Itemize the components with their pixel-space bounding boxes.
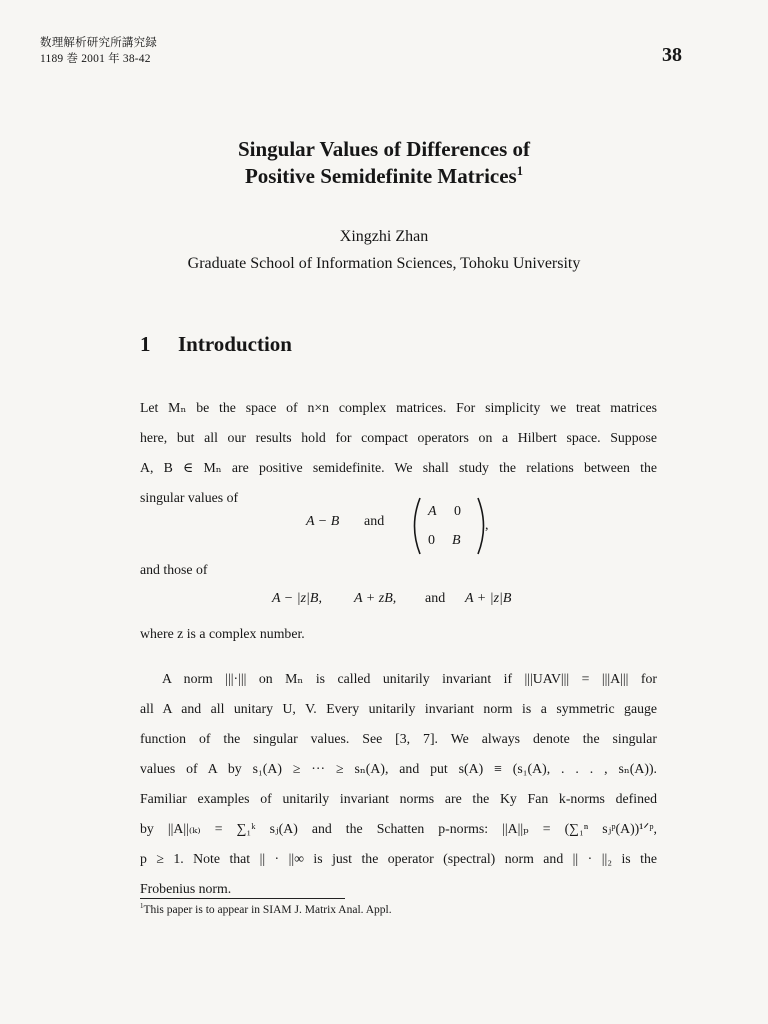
section-number: 1 (140, 332, 151, 356)
author-affiliation: Graduate School of Information Sciences, Tohoku University (187, 255, 581, 272)
intro-paragraph (140, 393, 657, 513)
paper-title-line-2-text: Positive Semidefinite Matrices (244, 164, 517, 188)
norm-paragraph (140, 664, 657, 904)
norm-line-6: by ||A||₍ₖ₎ = ∑₁ᵏ sⱼ(A) and the Schatten p-norms: ||A||ₚ = (∑₁ⁿ sⱼᵖ(A))¹ᐟᵖ, (140, 821, 657, 836)
intro-line-2: here, but all our results hold for compact operators on a Hilbert space. Suppose (140, 430, 657, 445)
volume-info: 1189 巻 2001 年 38-42 (40, 53, 151, 65)
intro-line-3: A, B ∈ Mₙ are positive semidefinite. We shall study the relations between the (140, 460, 657, 475)
matrix-entry-21: 0 (428, 533, 435, 548)
section-title: Introduction (178, 332, 292, 356)
norm-line-2: all A and all unitary U, V. Every unitarily invariant norm is a symmetric gauge (140, 701, 657, 716)
matrix-entry-22: B (452, 533, 461, 548)
norm-line-7: p ≥ 1. Note that || · ||∞ is just the operator (spectral) norm and || · ||₂ is the (140, 851, 657, 866)
matrix-entry-12: 0 (454, 504, 461, 519)
title-footnote-mark: 1 (516, 164, 524, 178)
author-name: Xingzhi Zhan (339, 228, 429, 245)
norm-line-8: Frobenius norm. (140, 881, 232, 896)
display-equation-1 (0, 496, 768, 558)
equation-1-connector: and (364, 514, 385, 529)
footnote (140, 904, 392, 916)
norm-line-3: function of the singular values. See [3, 7]. We always denote the singular (140, 731, 657, 746)
intro-line-1: Let Mₙ be the space of n×n complex matrices. For simplicity we treat matrices (140, 400, 657, 415)
equation-2-term-3: A + |z|B (465, 591, 512, 606)
equation-2-connector: and (425, 591, 446, 606)
equation-2-term-2: A + zB, (354, 591, 397, 606)
footnote-divider (140, 898, 345, 899)
norm-line-4: values of A by s₁(A) ≥ ··· ≥ sₙ(A), and put s(A) ≡ (s₁(A), . . . , sₙ(A)). (140, 761, 657, 776)
norm-line-5: Familiar examples of unitarily invariant norms are the Ky Fan k-norms defined (140, 791, 657, 806)
page-number: 38 (662, 44, 682, 66)
paper-title-line-1: Singular Values of Differences of (237, 137, 531, 161)
series-title: 数理解析研究所講究録 (40, 37, 157, 49)
footnote-text: This paper is to appear in SIAM J. Matrix Anal. Appl. (143, 904, 392, 916)
matrix-entry-11: A (428, 504, 437, 519)
where-text: where z is a complex number. (140, 626, 305, 641)
equation-1-comma: , (485, 518, 489, 533)
equation-2-term-1: A − |z|B, (272, 591, 322, 606)
equation-1-lhs: A − B (306, 514, 340, 529)
and-those-of-text: and those of (140, 562, 208, 577)
block-matrix (408, 496, 490, 556)
footnote-mark: 1 (140, 903, 144, 911)
norm-line-1: A norm |||·||| on Mₙ is called unitarily invariant if |||UAV||| = |||A||| for (162, 671, 657, 686)
intro-line-4: singular values of (140, 490, 239, 505)
paper-title-line-2 (0, 164, 768, 189)
matrix-brackets (408, 496, 490, 556)
display-equation-2 (0, 591, 768, 613)
